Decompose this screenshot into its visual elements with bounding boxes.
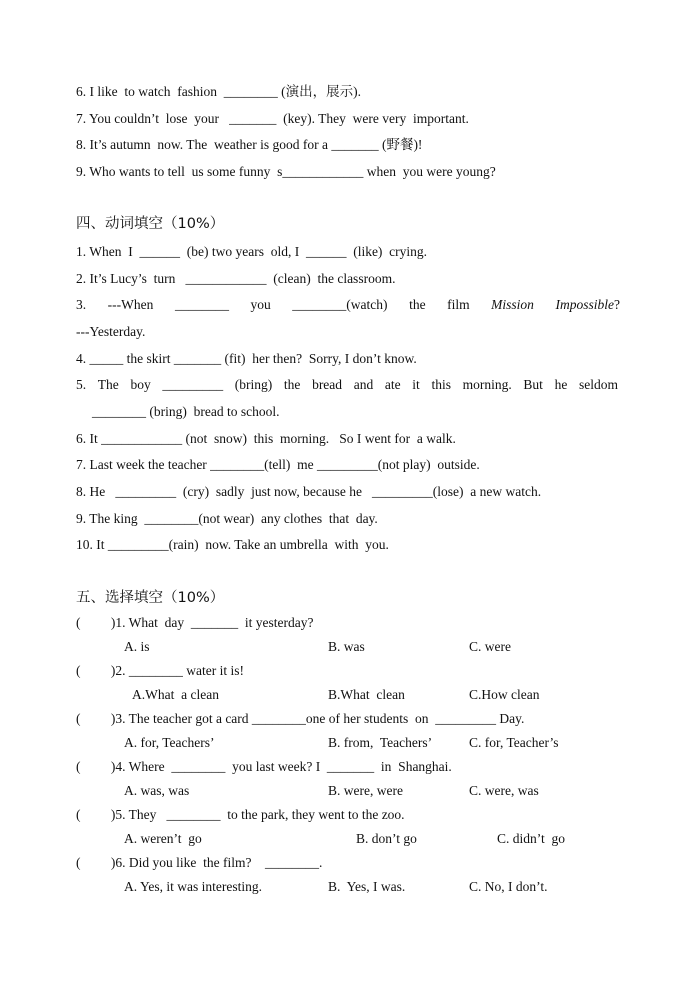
mc-question-stem: ( )4. Where ________ you last week? I _______ in Shanghai. [76,759,452,774]
section-heading: 四、动词填空（10%） [76,216,225,232]
option-b: B.What clean [328,687,405,702]
question-item: 8. It’s autumn now. The weather is good for a _______ (野餐)! [76,137,423,152]
question-item: 5. The boy _________ (bring) the bread and ate it this morning. But he seldom [76,377,618,392]
film-title: Mission [491,297,534,312]
question-item: 6. I like to watch fashion ________ (演出，展示). [76,84,361,99]
option-a: A. weren’t go [124,831,202,846]
question-item: 2. It’s Lucy’s turn ____________ (clean) the classroom. [76,271,396,286]
question-item: 8. He _________ (cry) sadly just now, because he _________(lose) a new watch. [76,484,542,499]
mc-question-stem: ( )3. The teacher got a card ________one of her students on _________ Day. [76,711,525,726]
question-item: 1. When I ______ (be) two years old, I ______ (like) crying. [76,244,428,259]
question-item: 9. Who wants to tell us some funny s____________ when you were young? [76,164,496,179]
option-b: B. from, Teachers’ [328,735,433,750]
question-item: 3. ---When ________ you ________(watch) the film Mission Impossible? [76,297,620,312]
answer-line: ---Yesterday. [76,324,146,339]
mc-question-stem: ( )5. They ________ to the park, they went to the zoo. [76,807,405,822]
question-number: 3. [76,297,87,312]
option-b: B. Yes, I was. [328,879,406,894]
option-a: A.What a clean [132,687,219,702]
option-a: A. Yes, it was interesting. [124,879,262,894]
option-a: A. is [124,639,150,654]
question-item: 6. It ____________ (not snow) this morning. So I went for a walk. [76,431,456,446]
option-c: C. for, Teacher’s [469,735,559,750]
mc-question-stem: ( )2. ________ water it is! [76,663,244,678]
question-item: 10. It _________(rain) now. Take an umbrella with you. [76,537,389,552]
option-c: C.How clean [469,687,540,702]
question-item: 7. You couldn’t lose your _______ (key). They were very important. [76,111,469,126]
option-b: B. don’t go [356,831,417,846]
option-c: C. were, was [469,783,539,798]
film-title: Impossible [555,297,614,312]
question-item: 4. _____ the skirt _______ (fit) her then? Sorry, I don’t know. [76,351,417,366]
option-c: C. No, I don’t. [469,879,548,894]
option-c: C. were [469,639,511,654]
section-heading: 五、选择填空（10%） [76,590,225,606]
option-c: C. didn’t go [497,831,566,846]
question-item: 7. Last week the teacher ________(tell) me _________(not play) outside. [76,457,480,472]
option-a: A. for, Teachers’ [124,735,215,750]
option-a: A. was, was [124,783,190,798]
option-b: B. was [328,639,365,654]
mc-question-stem: ( )6. Did you like the film? ________. [76,855,323,870]
option-b: B. were, were [328,783,403,798]
question-continuation: ________ (bring) bread to school. [92,404,280,419]
mc-question-stem: ( )1. What day _______ it yesterday? [76,615,314,630]
question-item: 9. The king ________(not wear) any clothes that day. [76,511,378,526]
